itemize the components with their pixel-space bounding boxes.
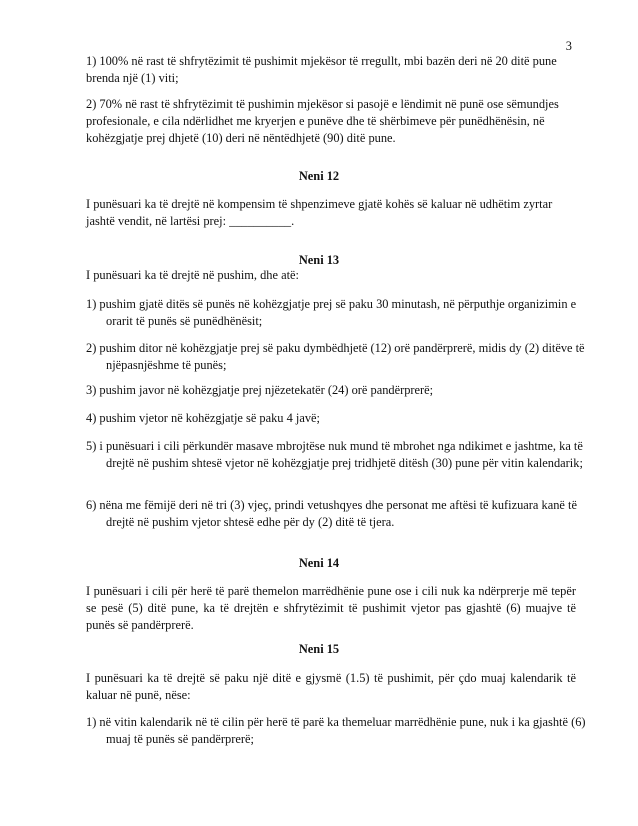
neni-15-paragraph: I punësuari ka të drejtë së paku një ditë e gjysmë (1.5) të pushimit, për çdo muaj kalendarik të kaluar në punë, nëse: (86, 671, 576, 702)
neni-15-heading: Neni 15 (298, 642, 340, 656)
neni-12-heading: Neni 12 (298, 169, 340, 183)
neni-13-item-5: 5) i punësuari i cili përkundër masave mbrojtëse nuk mund të mbrohet nga ndikimet e jashtme, ka të drejtë në pushim shtesë vjetor në kohëzgjatje prej tridhjetë ditësh (30) pune për vitin kalendarik; (86, 439, 583, 470)
neni-13-intro: I punësuari ka të drejtë në pushim, dhe atë: (86, 268, 299, 282)
neni-14-heading: Neni 14 (298, 556, 340, 570)
neni-13-item-4: 4) pushim vjetor në kohëzgjatje së paku 4 javë; (86, 411, 320, 425)
neni-13-item-6: 6) nëna me fëmijë deri në tri (3) vjeç, prindi vetushqyes dhe personat me aftësi të kufizuara kanë të drejtë në pushim vjetor shtesë edhe për dy (2) ditë të tjera. (86, 498, 577, 529)
neni-13-item-1: 1) pushim gjatë ditës së punës në kohëzgjatje prej së paku 30 minutash, në përputhje organizimin e orarit të punës së punëdhënësit; (86, 297, 577, 328)
item-1-paragraph: 1) 100% në rast të shfrytëzimit të pushimit mjekësor të rregullt, mbi bazën deri në 20 ditë pune brenda një (1) viti; (86, 54, 557, 85)
neni-12-paragraph: I punësuari ka të drejtë në kompensim të shpenzimeve gjatë kohës së kaluar në udhëtim zyrtar jashtë vendit, në lartësi prej: __________. (86, 197, 553, 228)
neni-13-item-3: 3) pushim javor në kohëzgjatje prej njëzetekatër (24) orë pandërprerë; (86, 383, 434, 397)
neni-15-item-1: 1) në vitin kalendarik në të cilin për herë të parë ka themeluar marrëdhënie pune, nuk i ka gjashtë (6) muaj të punës së pandërprerë; (86, 715, 586, 746)
neni-14-paragraph: I punësuari i cili për herë të parë themelon marrëdhënie pune ose i cili nuk ka ndërprerje më tepër se pesë (5) ditë pune, ka të drejtën e shfrytëzimit të pushimit vjetor pas gjashtë (6) muajve të punës së pandërprerë. (86, 584, 576, 632)
item-2-paragraph: 2) 70% në rast të shfrytëzimit të pushimin mjekësor si pasojë e lëndimit në punë ose sëmundjes profesionale, e cila ndërlidhet me kryerjen e punëve dhe të shërbimeve për punëdhënësin, në kohëzgjatje prej dhjetë (10) deri në nëntëdhjetë (90) ditë pune. (86, 97, 559, 145)
neni-13-heading: Neni 13 (298, 253, 340, 267)
neni-13-item-2: 2) pushim ditor në kohëzgjatje prej së paku dymbëdhjetë (12) orë pandërprerë, midis dy (2) ditëve të njëpasnjëshme të punës; (86, 341, 585, 372)
page-number: 3 (565, 39, 572, 53)
